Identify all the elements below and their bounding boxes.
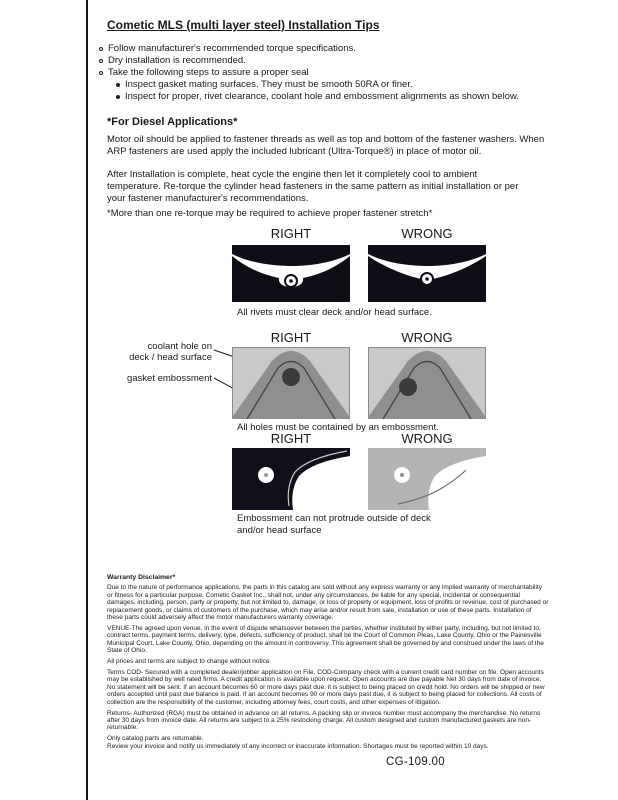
diesel-paragraph-2: After Installation is complete, heat cycle the engine then let it completely cool to ambient temperature. Re-torque the cylinder head fasteners in the same pattern as initial installation or per your fastener manufacturer's recommendations. xyxy=(107,169,519,205)
coolant-hole-icon xyxy=(399,378,417,396)
right-label-row1: RIGHT xyxy=(270,226,312,241)
tip-text: Inspect for proper, rivet clearance, coolant hole and embossment alignments as shown below. xyxy=(125,91,519,102)
figure-embossment-right xyxy=(232,347,350,419)
tip-sub-item xyxy=(116,79,571,91)
tip-item xyxy=(99,67,571,79)
circle-bullet-icon xyxy=(99,47,103,51)
warranty-paragraph: Returns- Authorized (RGA) must be obtained in advance on all returns. A packing slip or invoice number must accompany the merchandise. No returns after 30 days from invoice date. All returns are subject to a 25% restocking charge. All custom designed and custom manufactured gaskets are non-returnable. xyxy=(107,709,541,732)
warranty-paragraph: Review your invoice and notify us immediately of any incorrect or inaccurate information. Shortages must be reported within 10 days. xyxy=(107,742,489,750)
tip-text: Follow manufacturer's recommended torque specifications. xyxy=(108,43,356,54)
figure-rivet-clearance-right xyxy=(232,245,350,302)
diesel-applications-heading: *For Diesel Applications* xyxy=(107,116,238,128)
diesel-paragraph-1: Motor oil should be applied to fastener threads as well as top and bottom of the fastener washers. When ARP fasteners are used apply the included lubricant (Ultra-Torque®) in place of motor oil. xyxy=(107,134,545,158)
page-code: CG-109.00 xyxy=(386,756,445,768)
warranty-paragraph: VENUE-The agreed upon venue, in the event of dispute whatsoever between the parties, whether instituted by either party, including, but not limited to, contract terms, payment terms, delivery, type, defects, sufficiency of product, shall be the Court of Common Pleas, Lake County, Ohio or the Painesville Municipal Court, Lake County, Ohio, depending on the amount in controversy. This agreement shall be governed by and construed under the laws of the State of Ohio. xyxy=(107,624,544,655)
dot-bullet-icon xyxy=(116,95,120,99)
callout-line: coolant hole on xyxy=(147,341,212,352)
wrong-label-row1: WRONG xyxy=(401,226,453,241)
wrong-label-row3: WRONG xyxy=(401,431,453,446)
circle-bullet-icon xyxy=(99,59,103,63)
retorque-note: *More than one re-torque may be required to achieve proper fastener stretch* xyxy=(107,208,433,219)
tip-text: Take the following steps to assure a proper seal xyxy=(108,67,309,78)
tip-text: Inspect gasket mating surfaces. They must be smooth 50RA or finer. xyxy=(125,79,413,90)
dot-bullet-icon xyxy=(116,83,120,87)
callout-coolant-hole xyxy=(116,341,212,363)
right-label-row2: RIGHT xyxy=(270,330,312,345)
warranty-disclaimer xyxy=(107,574,549,750)
caption-hole-containment: All holes must be contained by an embossment. xyxy=(237,422,439,433)
wrong-label-row2: WRONG xyxy=(401,330,453,345)
tip-item xyxy=(99,55,571,67)
warranty-paragraph: Only catalog parts are returnable. xyxy=(107,735,204,743)
warranty-heading: Warranty Disclaimer* xyxy=(107,574,176,581)
callout-gasket-embossment: gasket embossment xyxy=(126,373,212,384)
warranty-paragraph: Due to the nature of performance applications, the parts in this catalog are sold without any express warranty or any implied warranty of merchantability or fitness for a particular purpose. Cometic Gasket Inc., shall not, under any circumstances, be liable for any special, incidental or consequential damages, including, person, party or property, but not limited to, damage, or loss of property or equipment, loss of profits or revenue, cost of purchased or replacement goods, or claims of customers of the purchase, which may arise and/or result from sale, installation or use of these parts. Installation of these parts could adversely affect the motor manufacturers warranty coverage. xyxy=(107,584,549,622)
tip-text: Dry installation is recommended. xyxy=(108,55,246,66)
coolant-hole-icon xyxy=(282,368,300,386)
callout-line: deck / head surface xyxy=(129,352,212,363)
figure-protrusion-wrong xyxy=(368,448,486,510)
installation-tips-list xyxy=(99,43,571,103)
figure-embossment-wrong xyxy=(368,347,486,419)
warranty-paragraph: All prices and terms are subject to change without notice. xyxy=(107,658,272,666)
caption-protrusion: Embossment can not protrude outside of deck and/or head surface xyxy=(237,513,431,536)
tip-item xyxy=(99,43,571,55)
figure-protrusion-right xyxy=(232,448,350,510)
figure-rivet-clearance-wrong xyxy=(368,245,486,302)
caption-rivet-clearance: All rivets must clear deck and/or head surface. xyxy=(237,307,432,318)
warranty-paragraph: Terms COD- Secured with a completed dealer/jobber application on File, COD-Company check with a current credit card number on file. Open accounts may be established by well rated firms. A credit application is available upon request. Open accounts are due payable Net 30 days from date of invoice. No statement will be sent. If an account becomes 60 or more days past due, it is subject to being placed on credit hold. No orders will be shipped or new orders accepted until past due balance is paid. If an account becomes 90 or more days past due, it is subject to being placed for collections. All costs of collection are the responsibility of the customer, including attorney fees, court costs, and other expenses of litigation. xyxy=(107,668,545,706)
page-left-border xyxy=(86,0,88,800)
tip-sub-item xyxy=(116,91,571,103)
circle-bullet-icon xyxy=(99,71,103,75)
page-title: Cometic MLS (multi layer steel) Installation Tips xyxy=(107,18,380,32)
right-label-row3: RIGHT xyxy=(270,431,312,446)
